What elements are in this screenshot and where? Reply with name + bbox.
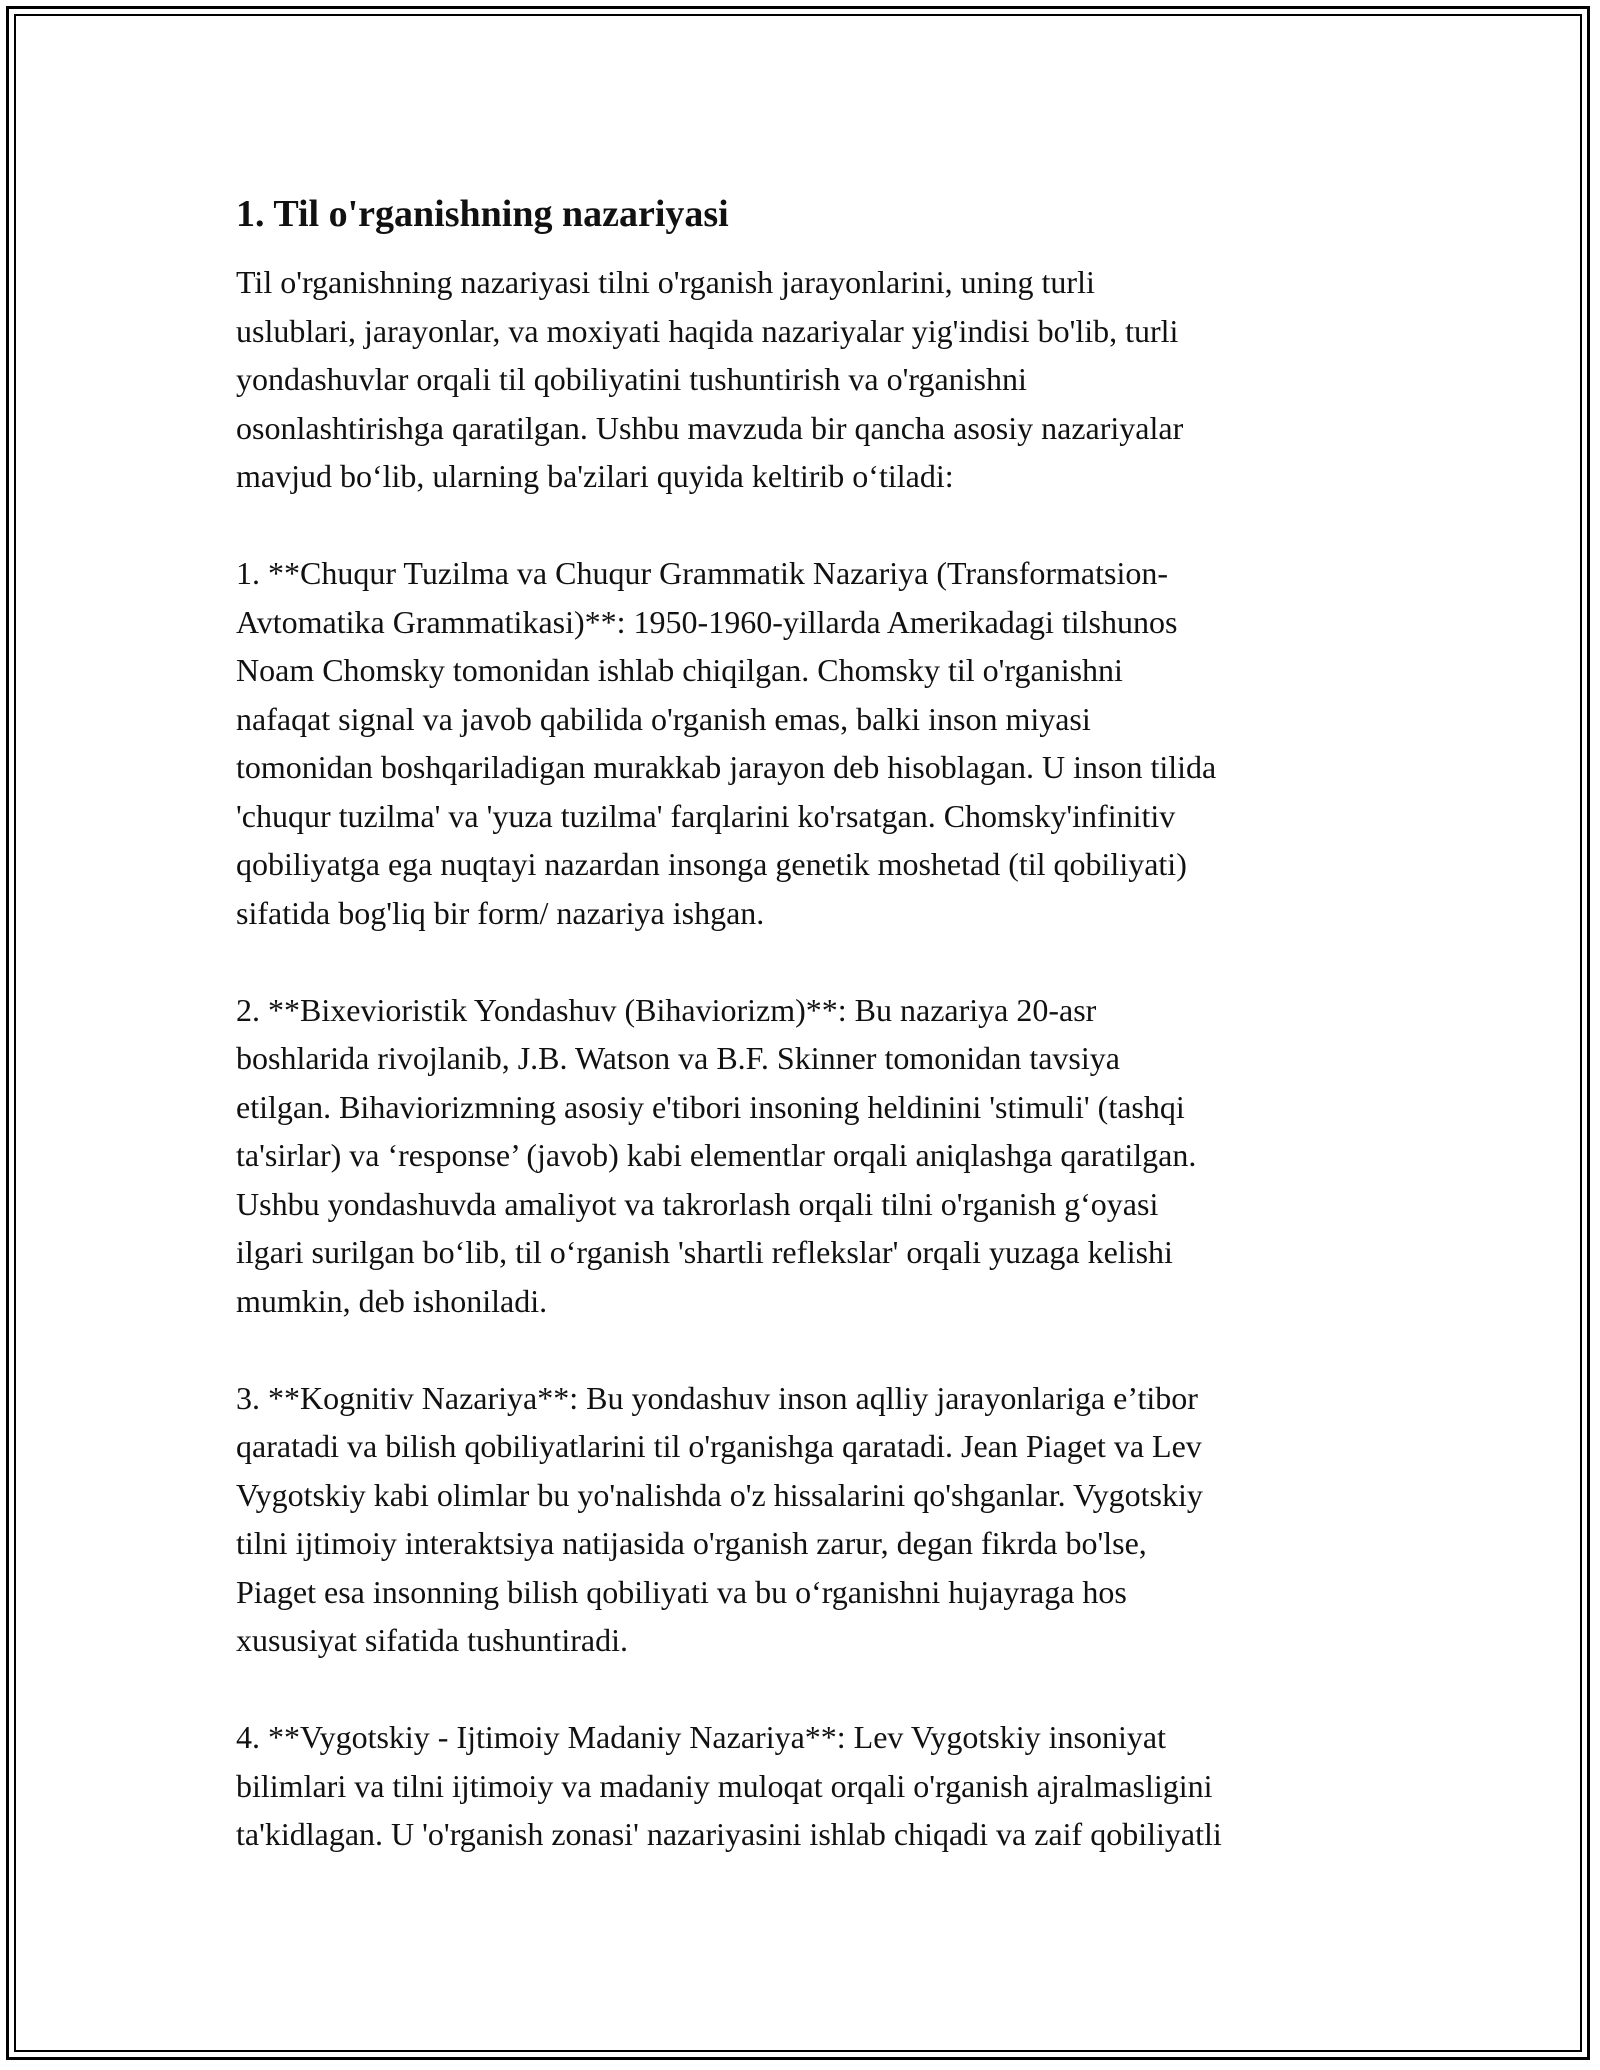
text-line: Vygotskiy kabi olimlar bu yo'nalishda o'z hissalarini qo'shganlar. Vygotskiy (236, 1476, 1203, 1513)
text-line: 2. **Bixevioristik Yondashuv (Bihaviorizm)**: Bu nazariya 20-asr (236, 991, 1097, 1028)
text-line: Til o'rganishning nazariyasi tilni o'rganish jarayonlarini, uning turli (236, 264, 1095, 300)
text-line: boshlarida rivojlanib, J.B. Watson va B.F. Skinner tomonidan tavsiya (236, 1040, 1120, 1076)
paragraph-theory-3 (236, 1374, 1376, 1665)
text-line: Piaget esa insonning bilish qobiliyati va bu o‘rganishni hujayraga hos (236, 1573, 1127, 1610)
text-line: osonlashtirishga qaratilgan. Ushbu mavzuda bir qancha asosiy nazariyalar (236, 409, 1184, 446)
text-line: Noam Chomsky tomonidan ishlab chiqilgan. Chomsky til o'rganishni (236, 652, 1123, 688)
text-line: tilni ijtimoiy interaktsiya natijasida o'rganish zarur, degan fikrda bo'lse, (236, 1525, 1147, 1561)
paragraph-theory-4 (236, 1713, 1376, 1859)
text-line: ta'sirlar) va ‘response’ (javob) kabi elementlar orqali aniqlashga qaratilgan. (236, 1137, 1197, 1173)
text-line: 3. **Kognitiv Nazariya**: Bu yondashuv inson aqlliy jarayonlariga e’tibor (236, 1379, 1198, 1416)
text-line: mumkin, deb ishoniladi. (236, 1282, 548, 1319)
text-line: qobiliyatga ega nuqtayi nazardan insonga genetik moshetad (til qobiliyati) (236, 846, 1187, 882)
text-line: ta'kidlagan. U 'o'rganish zonasi' nazariyasini ishlab chiqadi va zaif qobiliyatli (236, 1816, 1222, 1852)
paragraph-intro (236, 258, 1376, 501)
text-line: qaratadi va bilish qobiliyatlarini til o'rganishga qaratadi. Jean Piaget va Lev (236, 1428, 1202, 1464)
document-title: 1. Til o'rganishning nazariyasi (236, 193, 729, 235)
text-line: etilgan. Bihaviorizmning asosiy e'tibori insoning heldinini 'stimuli' (tashqi (236, 1088, 1185, 1125)
paragraph-theory-1 (236, 549, 1376, 937)
text-line: Avtomatika Grammatikasi)**: 1950-1960-yillarda Amerikadagi tilshunos (236, 603, 1178, 640)
text-line: tomonidan boshqariladigan murakkab jarayon deb hisoblagan. U inson tilida (236, 749, 1217, 785)
paragraph-theory-2 (236, 986, 1376, 1326)
document-body (236, 186, 1376, 1907)
text-line: bilimlari va tilni ijtimoiy va madaniy muloqat orqali o'rganish ajralmasligini (236, 1767, 1213, 1804)
text-line: 'chuqur tuzilma' va 'yuza tuzilma' farqlarini ko'rsatgan. Chomsky'infinitiv (236, 797, 1176, 834)
text-line: yondashuvlar orqali til qobiliyatini tushuntirish va o'rganishni (236, 361, 1027, 397)
text-line: 4. **Vygotskiy - Ijtimoiy Madaniy Nazariya**: Lev Vygotskiy insoniyat (236, 1719, 1166, 1755)
text-line: xususiyat sifatida tushuntiradi. (236, 1622, 628, 1658)
text-line: ilgari surilgan bo‘lib, til o‘rganish 'shartli reflekslar' orqali yuzaga kelishi (236, 1234, 1173, 1270)
text-line: uslublari, jarayonlar, va moxiyati haqida nazariyalar yig'indisi bo'lib, turli (236, 312, 1179, 349)
text-line: sifatida bog'liq bir form/ nazariya ishgan. (236, 894, 765, 931)
text-line: nafaqat signal va javob qabilida o'rganish emas, balki inson miyasi (236, 700, 1091, 737)
text-line: Ushbu yondashuvda amaliyot va takrorlash orqali tilni o'rganish g‘oyasi (236, 1185, 1159, 1222)
text-line: mavjud bo‘lib, ularning ba'zilari quyida keltirib o‘tiladi: (236, 458, 954, 494)
text-line: 1. **Chuqur Tuzilma va Chuqur Grammatik Nazariya (Transformatsion- (236, 555, 1169, 591)
